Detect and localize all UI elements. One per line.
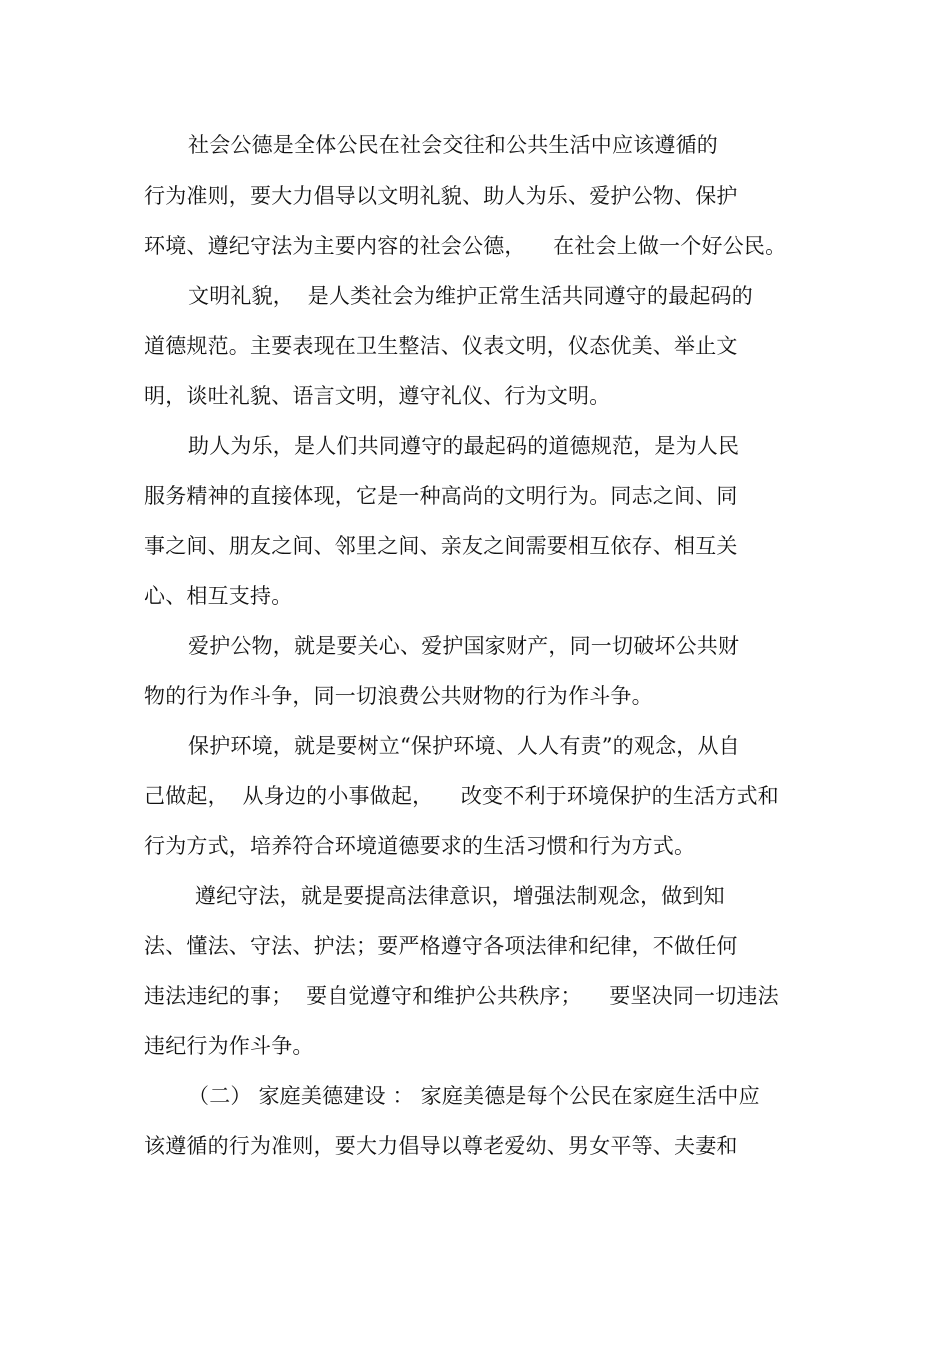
text-line: 服务精神的直接体现，它是一种高尚的文明行为。同志之间、同 [144, 484, 738, 508]
text-line: 物的行为作斗争，同一切浪费公共财物的行为作斗争。 [144, 684, 653, 708]
text-line: 保护环境，就是要树立“保护环境、人人有责”的观念，从自 [188, 734, 740, 758]
text-line: 事之间、朋友之间、邻里之间、亲友之间需要相互依存、相互关 [144, 534, 738, 558]
text-line: 法、懂法、守法、护法；要严格遵守各项法律和纪律，不做任何 [144, 934, 738, 958]
text-line: 明，谈吐礼貌、语言文明，遵守礼仪、行为文明。 [144, 384, 611, 408]
text-line: 道德规范。主要表现在卫生整洁、仪表文明，仪态优美、举止文 [144, 334, 738, 358]
text-line: 心、相互支持。 [144, 584, 293, 608]
text-line: 行为方式，培养符合环境道德要求的生活习惯和行为方式。 [144, 834, 696, 858]
text-line: 环境、遵纪守法为主要内容的社会公德， 在社会上做一个好公民。 [144, 234, 787, 258]
text-line: 文明礼貌， 是人类社会为维护正常生活共同遵守的最起码的 [188, 284, 753, 308]
text-line: 助人为乐，是人们共同遵守的最起码的道德规范，是为人民 [188, 434, 740, 458]
section-heading-line: （二） 家庭美德建设 ： 家庭美德是每个公民在家庭生活中应 [188, 1084, 760, 1108]
text-line: 行为准则，要大力倡导以文明礼貌、助人为乐、爱护公物、保护 [144, 184, 738, 208]
text-line: 该遵循的行为准则，要大力倡导以尊老爱幼、男女平等、夫妻和 [144, 1134, 738, 1158]
text-line: 违纪行为作斗争。 [144, 1034, 314, 1058]
text-line: 遵纪守法，就是要提高法律意识，增强法制观念，做到知 [188, 884, 725, 908]
text-line: 己做起， 从身边的小事做起， 改变不利于环境保护的生活方式和 [144, 784, 779, 808]
text-line: 爱护公物，就是要关心、爱护国家财产，同一切破坏公共财 [188, 634, 740, 658]
text-line: 违法违纪的事； 要自觉遵守和维护公共秩序； 要坚决同一切违法 [144, 984, 779, 1008]
text-line: 社会公德是全体公民在社会交往和公共生活中应该遵循的 [188, 133, 718, 157]
